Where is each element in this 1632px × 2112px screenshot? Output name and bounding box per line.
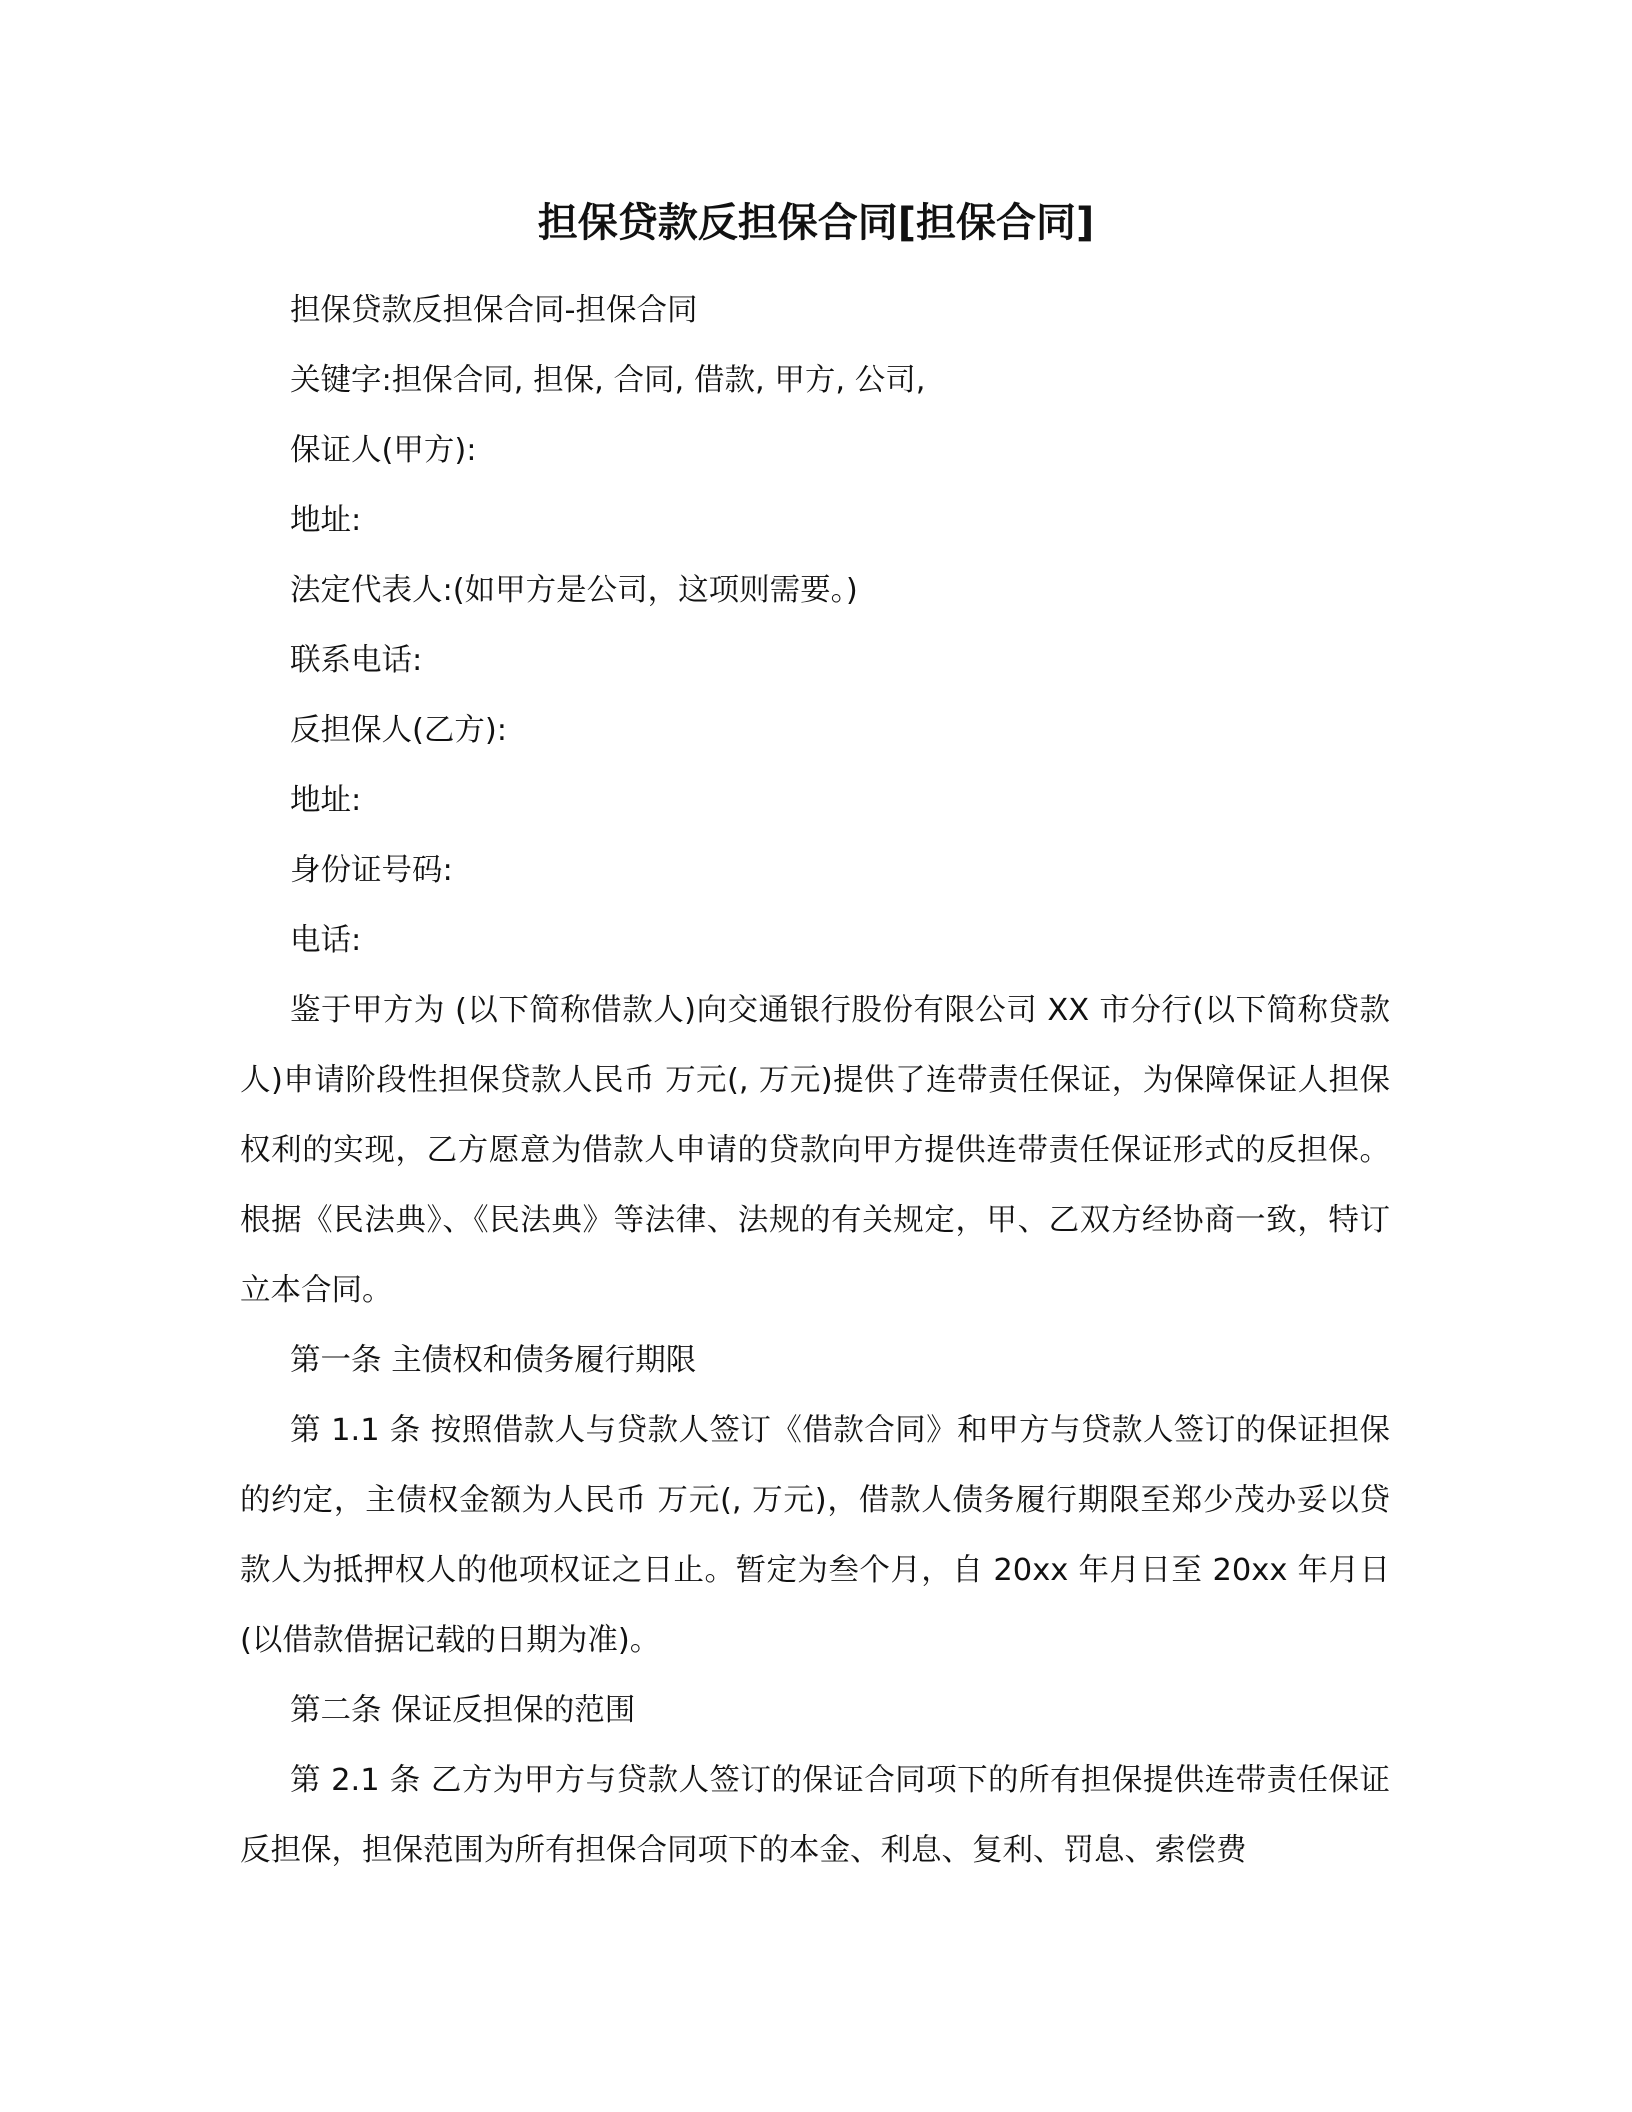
party-a-label: 保证人(甲方): [290, 433, 477, 468]
article-1-heading: 第一条 主债权和债务履行期限 [290, 1343, 697, 1378]
party-b-label: 反担保人(乙方): [290, 713, 508, 748]
clause-2-1: 第 2.1 条 乙方为甲方与贷款人签订的保证合同项下的所有担保提供连带责任保证反担保，担保范围为所有担保合同项下的本金、利息、复利、罚息、索偿费 [240, 1763, 1390, 1868]
document-subtitle: 担保贷款反担保合同-担保合同 [290, 293, 698, 328]
keywords-line: 关键字:担保合同, 担保, 合同, 借款, 甲方, 公司, [290, 363, 926, 398]
party-a-phone: 联系电话: [290, 643, 423, 678]
document-title: 担保贷款反担保合同[担保合同] [537, 200, 1095, 246]
party-b-id-number: 身份证号码: [290, 853, 453, 888]
party-b-address: 地址: [290, 783, 362, 818]
clause-1-1: 第 1.1 条 按照借款人与贷款人签订《借款合同》和甲方与贷款人签订的保证担保的约定，主债权金额为人民币 万元(, 万元)，借款人债务履行期限至郑少茂办妥以贷款人为抵押权人的他项权证之日止。暂定为叁个月，自 20xx 年月日至 20xx 年月日(以借款借据记载的日期为准)。 [240, 1413, 1390, 1658]
party-a-address: 地址: [290, 503, 362, 538]
document-body [240, 276, 1390, 1886]
party-a-legal-rep: 法定代表人:(如甲方是公司，这项则需要。) [290, 573, 858, 608]
preamble-paragraph: 鉴于甲方为 (以下简称借款人)向交通银行股份有限公司 XX 市分行(以下简称贷款人)申请阶段性担保贷款人民币 万元(, 万元)提供了连带责任保证，为保障保证人担保权利的实现，乙方愿意为借款人申请的贷款向甲方提供连带责任保证形式的反担保。根据《民法典》、《民法典》等法律、法规的有关规定，甲、乙双方经协商一致，特订立本合同。 [240, 993, 1390, 1308]
article-2-heading: 第二条 保证反担保的范围 [290, 1693, 636, 1728]
party-b-phone: 电话: [290, 923, 362, 958]
